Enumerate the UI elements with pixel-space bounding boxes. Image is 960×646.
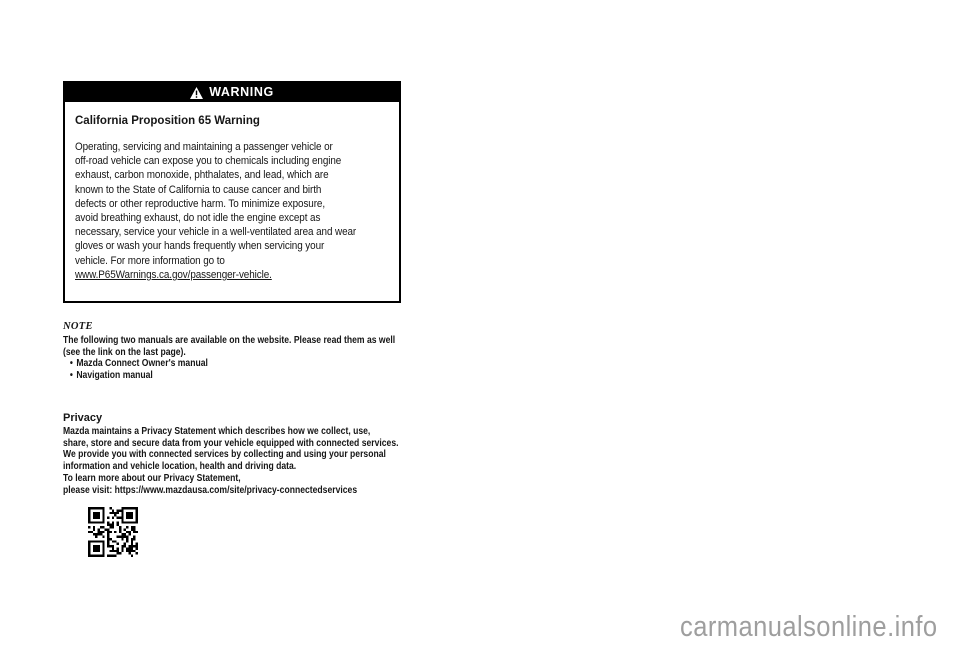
note-bullet-item bbox=[63, 358, 395, 370]
warning-body-line: Operating, servicing and maintaining a passenger vehicle or bbox=[75, 141, 333, 153]
note-section bbox=[63, 321, 449, 382]
privacy-line: Mazda maintains a Privacy Statement which describes how we collect, use, bbox=[63, 426, 371, 437]
qr-code bbox=[88, 507, 138, 557]
warning-body bbox=[75, 140, 358, 282]
warning-title: California Proposition 65 Warning bbox=[75, 115, 260, 127]
privacy-body bbox=[63, 426, 399, 496]
warning-body-line: vehicle. For more information go to bbox=[75, 254, 225, 267]
note-line: The following two manuals are available on the website. Please read them as well bbox=[63, 335, 396, 346]
bullet-icon: • bbox=[69, 358, 73, 370]
warning-triangle-icon bbox=[190, 87, 203, 99]
note-heading: NOTE bbox=[63, 321, 93, 332]
warning-body-line: off-road vehicle can expose you to chemicals including engine bbox=[75, 155, 342, 168]
note-bullet-label: Mazda Connect Owner's manual bbox=[76, 358, 208, 370]
warning-header-label: WARNING bbox=[209, 85, 274, 100]
note-bullet-item bbox=[63, 370, 395, 382]
privacy-line: share, store and secure data from your vehicle equipped with connected services. bbox=[63, 437, 399, 449]
warning-body-line: necessary, service your vehicle in a well-ventilated area and wear bbox=[75, 226, 357, 239]
warning-body-line: exhaust, carbon monoxide, phthalates, and lead, which are bbox=[75, 169, 329, 182]
warning-body-line: defects or other reproductive harm. To minimize exposure, bbox=[75, 197, 326, 210]
bullet-icon: • bbox=[69, 370, 73, 382]
privacy-section bbox=[63, 412, 453, 496]
privacy-heading: Privacy bbox=[63, 412, 103, 424]
privacy-line: information and vehicle location, health and driving data. bbox=[63, 461, 297, 473]
p65-warnings-link[interactable]: www.P65Warnings.ca.gov/passenger-vehicle. bbox=[75, 268, 272, 281]
note-bullet-label: Navigation manual bbox=[76, 370, 153, 382]
warning-body-line: avoid breathing exhaust, do not idle the engine except as bbox=[75, 212, 321, 225]
note-body bbox=[63, 335, 395, 382]
warning-box bbox=[63, 81, 401, 303]
warning-body-line: known to the State of California to cause cancer and birth bbox=[75, 183, 322, 196]
note-line: (see the link on the last page). bbox=[63, 346, 186, 358]
watermark-text: carmanualsonline.info bbox=[680, 611, 938, 643]
privacy-line: To learn more about our Privacy Statement, bbox=[63, 472, 241, 484]
privacy-line: please visit: https://www.mazdausa.com/site/privacy-connectedservices bbox=[63, 484, 358, 496]
warning-header-bar bbox=[65, 83, 399, 102]
privacy-line: We provide you with connected services by collecting and using your personal bbox=[63, 449, 386, 461]
warning-body-line: gloves or wash your hands frequently when servicing your bbox=[75, 240, 325, 253]
